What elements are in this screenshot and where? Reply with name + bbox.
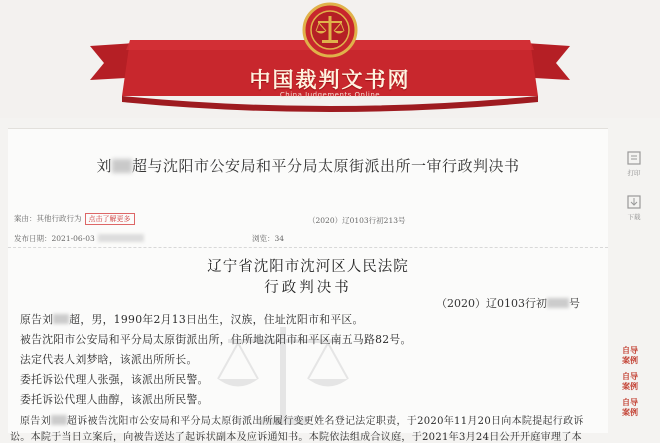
case-title-prefix: 刘 bbox=[96, 157, 112, 175]
site-title: 中国裁判文书网 bbox=[249, 68, 411, 92]
paragraph-case-summary: 原告刘 超诉被告沈阳市公安局和平分局太原街派出所履行变更姓名登记法定职责，于2020年11月20日向本院提起行政诉 bbox=[20, 416, 584, 427]
site-subtitle: China Judgements Online bbox=[279, 91, 381, 99]
download-button[interactable] bbox=[620, 194, 648, 221]
case-title-suffix: 超与沈阳市公安局和平分局太原街派出所一审行政判决书 bbox=[132, 157, 520, 175]
court-emblem-icon bbox=[302, 2, 358, 58]
document-type: 行政判决书 bbox=[264, 280, 352, 296]
print-label: 打印 bbox=[627, 169, 641, 177]
paragraph-defendant: 被告沈阳市公安局和平分局太原街派出所，住所地沈阳市和平区南五马路82号。 bbox=[20, 333, 412, 346]
redacted-name bbox=[53, 314, 69, 324]
paragraph-plaintiff: 原告刘 超，男，1990年2月13日出生，汉族，住址沈阳市和平区。 bbox=[20, 313, 364, 326]
court-name: 辽宁省沈阳市沈河区人民法院 bbox=[207, 259, 409, 275]
redacted-name bbox=[112, 159, 132, 173]
view-count: 浏览：34 bbox=[252, 234, 285, 243]
sidebar-link-guide-2[interactable]: 自导 bbox=[622, 372, 638, 381]
paragraph-agent-1: 委托诉讼代理人张强，该派出所民警。 bbox=[20, 373, 209, 386]
sidebar-link-cases-2[interactable]: 案例 bbox=[622, 382, 638, 391]
sidebar-link-guide[interactable]: 自导 bbox=[622, 346, 638, 355]
sidebar-link-guide-3[interactable]: 自导 bbox=[622, 398, 638, 407]
divider bbox=[8, 247, 608, 248]
case-number: （2020）辽0103行初 号 bbox=[436, 297, 580, 310]
paragraph-legal-rep: 法定代表人刘梦晗，该派出所所长。 bbox=[20, 353, 198, 366]
site-header bbox=[0, 0, 660, 118]
judgment-document bbox=[8, 128, 608, 443]
download-label: 下载 bbox=[627, 213, 641, 221]
sidebar-link-cases-3[interactable]: 案例 bbox=[622, 408, 638, 417]
paragraph-agent-2: 委托诉讼代理人曲醇，该派出所民警。 bbox=[20, 393, 209, 406]
print-button[interactable] bbox=[620, 150, 648, 177]
learn-more-tag[interactable]: 点击了解更多 bbox=[85, 213, 135, 225]
redacted-meta bbox=[98, 234, 144, 242]
redacted-number bbox=[547, 298, 569, 308]
publish-date: 发布日期：2021-06-03 bbox=[14, 233, 144, 244]
case-number-meta: （2020）辽0103行初213号 bbox=[308, 216, 406, 225]
paragraph-case-summary-2: 讼。本院于当日立案后，向被告送达了起诉状副本及应诉通知书。本院依法组成合议庭，于2021年3月24日公开开庭审理了本 bbox=[10, 432, 582, 443]
sidebar-link-cases[interactable]: 案例 bbox=[622, 356, 638, 365]
redacted-name bbox=[51, 415, 67, 425]
case-cause: 案由：其他行政行为 点击了解更多 bbox=[14, 213, 135, 225]
download-icon bbox=[626, 194, 642, 210]
case-title bbox=[8, 155, 608, 176]
print-icon bbox=[626, 150, 642, 166]
